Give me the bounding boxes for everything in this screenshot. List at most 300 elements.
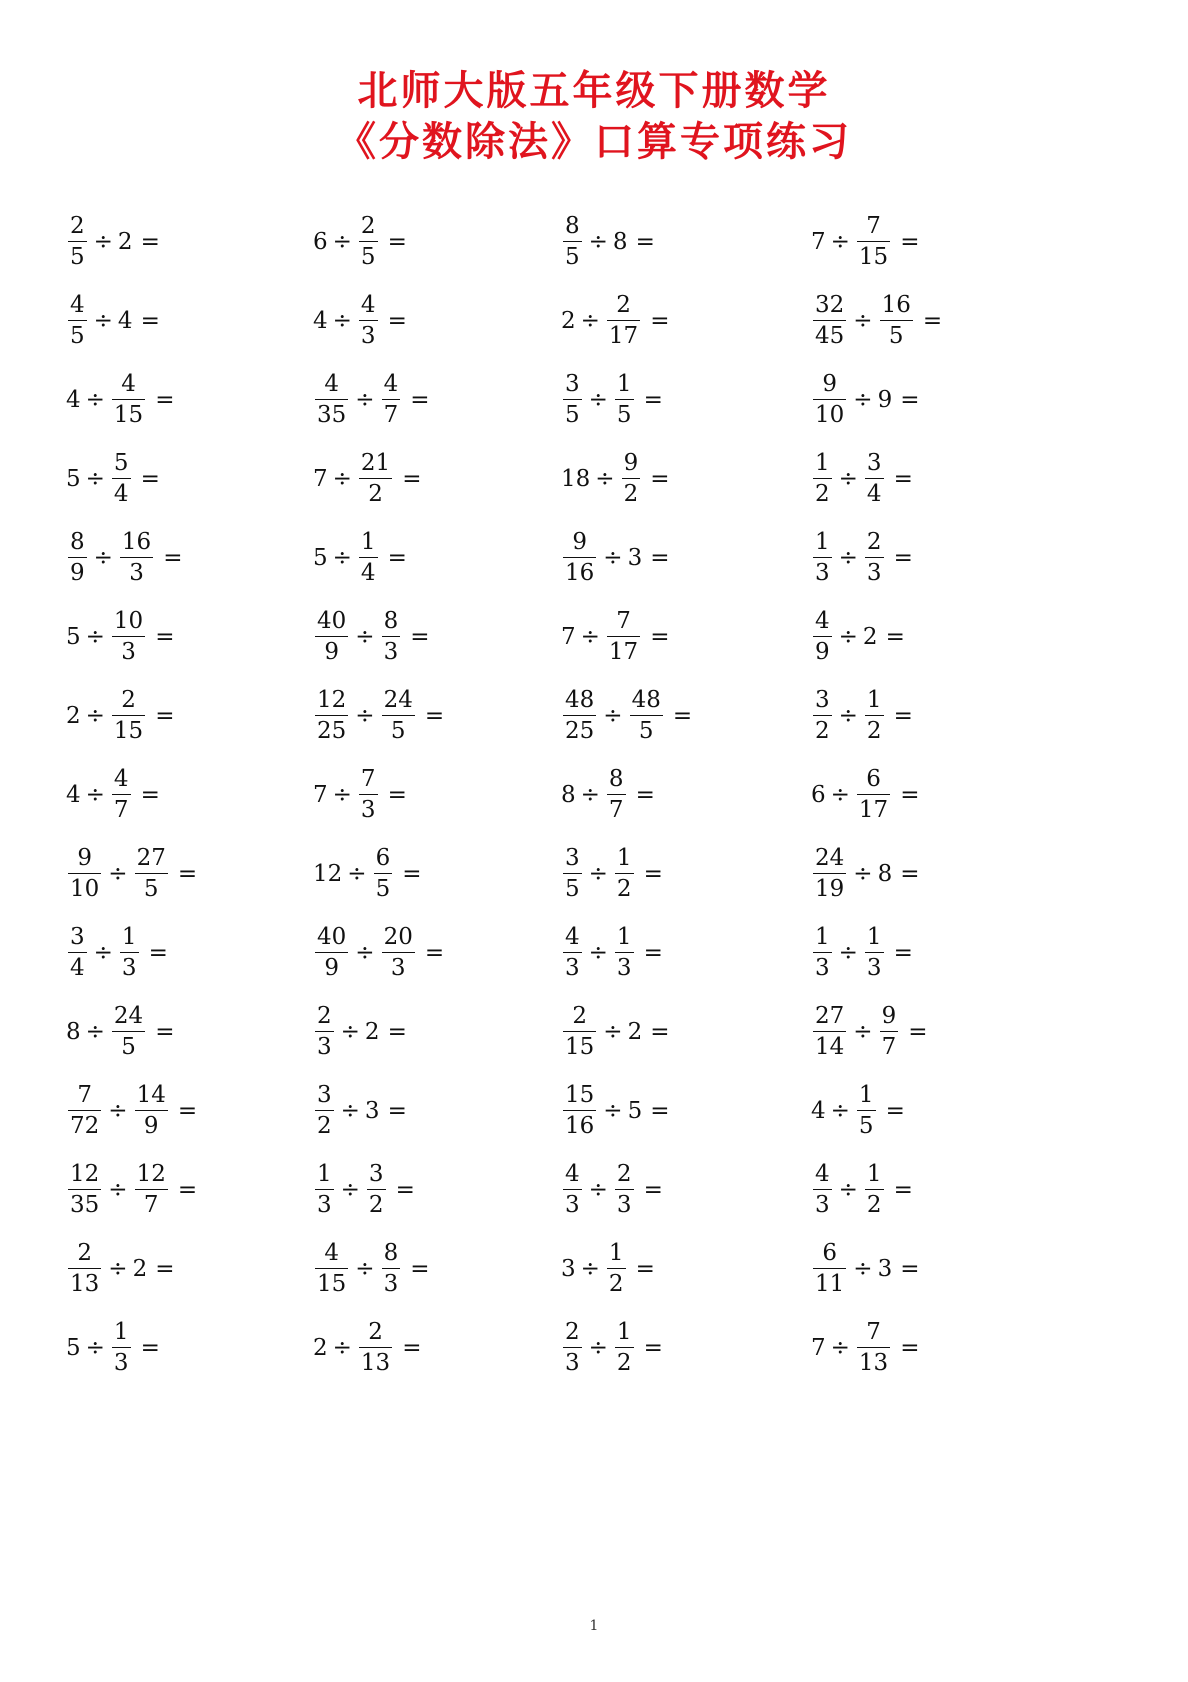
equals-sign: = [650, 1098, 670, 1124]
numerator: 2 [368, 1319, 383, 1345]
dividend-fraction [68, 294, 87, 348]
divisor-fraction [112, 1005, 145, 1059]
denominator: 3 [360, 323, 376, 349]
dividend-fraction [813, 926, 832, 980]
equals-sign: = [643, 861, 663, 887]
denominator: 3 [616, 1192, 632, 1218]
denominator: 3 [565, 955, 580, 981]
page-title-line-2: 《分数除法》口算专项练习 [336, 118, 852, 165]
denominator: 2 [616, 876, 632, 902]
divide-sign: ÷ [838, 703, 858, 729]
equals-sign: = [163, 545, 183, 571]
numerator: 1 [815, 450, 830, 476]
denominator: 10 [70, 876, 100, 902]
numerator: 32 [815, 292, 845, 318]
exercise-item [313, 200, 407, 284]
exercise-item [313, 516, 407, 600]
divide-sign: ÷ [838, 940, 858, 966]
divisor-fraction [857, 768, 890, 822]
equals-sign: = [148, 940, 168, 966]
denominator: 4 [360, 560, 376, 586]
equals-sign: = [410, 1256, 430, 1282]
equals-sign: = [893, 545, 913, 571]
dividend-fraction [563, 1163, 582, 1217]
divisor-fraction [615, 847, 634, 901]
dividend-fraction [315, 610, 348, 664]
exercise-item [561, 1227, 655, 1311]
denominator: 5 [70, 244, 85, 270]
divisor-fraction [359, 1321, 392, 1375]
denominator: 7 [143, 1192, 159, 1218]
divisor-fraction [607, 610, 640, 664]
denominator: 5 [565, 244, 580, 270]
equals-sign: = [900, 229, 920, 255]
dividend-fraction [563, 847, 582, 901]
numerator: 4 [565, 1161, 580, 1187]
denominator: 4 [70, 955, 85, 981]
dividend-fraction [563, 1321, 582, 1375]
numerator: 7 [616, 608, 631, 634]
divisor-integer: 2 [627, 1019, 643, 1045]
dividend-integer: 7 [811, 1335, 826, 1361]
numerator: 27 [136, 845, 166, 871]
denominator: 35 [70, 1192, 100, 1218]
divide-sign: ÷ [588, 861, 608, 887]
denominator: 17 [608, 323, 639, 349]
dividend-fraction [813, 610, 832, 664]
exercise-item [811, 200, 919, 284]
denominator: 2 [368, 481, 383, 507]
exercise-item [561, 911, 663, 995]
numerator: 1 [608, 1240, 624, 1266]
dividend-fraction [68, 215, 87, 269]
dividend-fraction [68, 1084, 101, 1138]
exercise-item [313, 753, 407, 837]
equals-sign: = [893, 703, 913, 729]
exercise-item [313, 1148, 415, 1232]
dividend-fraction [68, 926, 87, 980]
divisor-fraction [880, 1005, 899, 1059]
equals-sign: = [177, 1177, 198, 1203]
numerator: 7 [77, 1082, 92, 1108]
exercise-item [313, 595, 429, 679]
exercise-item [313, 1306, 421, 1390]
dividend-fraction [813, 847, 846, 901]
denominator: 35 [317, 402, 347, 428]
dividend-integer: 6 [313, 229, 328, 255]
exercise-item [66, 990, 174, 1074]
exercise-item [811, 1306, 919, 1390]
equals-sign: = [402, 1335, 422, 1361]
divisor-integer: 3 [877, 1256, 893, 1282]
numerator: 21 [360, 450, 391, 476]
divide-sign: ÷ [838, 624, 858, 650]
dividend-fraction [813, 1242, 846, 1296]
numerator: 3 [565, 845, 580, 871]
divide-sign: ÷ [355, 703, 375, 729]
divisor-fraction [607, 1242, 626, 1296]
divide-sign: ÷ [340, 1019, 360, 1045]
exercise-item [561, 1148, 663, 1232]
numerator: 16 [121, 529, 152, 555]
equals-sign: = [402, 466, 422, 492]
denominator: 7 [881, 1034, 897, 1060]
numerator: 6 [375, 845, 391, 871]
numerator: 1 [616, 924, 632, 950]
denominator: 2 [608, 1271, 624, 1297]
numerator: 6 [866, 766, 881, 792]
numerator: 1 [121, 924, 137, 950]
denominator: 2 [368, 1192, 384, 1218]
denominator: 2 [815, 481, 830, 507]
numerator: 1 [815, 529, 830, 555]
divisor-integer: 8 [612, 229, 628, 255]
denominator: 7 [608, 797, 624, 823]
numerator: 40 [317, 608, 347, 634]
numerator: 24 [383, 687, 413, 713]
dividend-fraction [563, 689, 596, 743]
exercise-item [811, 753, 919, 837]
numerator: 9 [881, 1003, 897, 1029]
divide-sign: ÷ [838, 545, 858, 571]
dividend-integer: 12 [313, 861, 343, 887]
divide-sign: ÷ [580, 782, 600, 808]
divisor-fraction [865, 452, 884, 506]
denominator: 11 [815, 1271, 845, 1297]
divide-sign: ÷ [93, 940, 113, 966]
divisor-fraction [382, 1242, 401, 1296]
equals-sign: = [387, 1098, 407, 1124]
numerator: 27 [815, 1003, 845, 1029]
exercise-item [313, 911, 444, 995]
equals-sign: = [885, 624, 905, 650]
exercise-item [811, 1227, 919, 1311]
divisor-integer: 8 [877, 861, 893, 887]
numerator: 3 [815, 687, 830, 713]
divisor-fraction [112, 610, 145, 664]
numerator: 2 [360, 213, 376, 239]
denominator: 3 [866, 560, 882, 586]
exercise-item [811, 1148, 913, 1232]
equals-sign: = [177, 1098, 198, 1124]
numerator: 3 [565, 371, 580, 397]
numerator: 4 [70, 292, 85, 318]
divide-sign: ÷ [85, 466, 105, 492]
denominator: 3 [616, 955, 632, 981]
numerator: 2 [866, 529, 882, 555]
numerator: 7 [866, 213, 881, 239]
dividend-fraction [563, 1005, 596, 1059]
equals-sign: = [155, 1019, 175, 1045]
numerator: 9 [822, 371, 837, 397]
denominator: 5 [143, 876, 159, 902]
divisor-fraction [374, 847, 393, 901]
exercise-item [811, 516, 913, 600]
page-number: 1 [589, 1618, 599, 1634]
denominator: 15 [113, 718, 144, 744]
numerator: 7 [360, 766, 376, 792]
dividend-integer: 6 [811, 782, 826, 808]
divisor-fraction [880, 294, 913, 348]
equals-sign: = [908, 1019, 928, 1045]
exercise-item [561, 437, 669, 521]
dividend-integer: 5 [66, 624, 81, 650]
divisor-fraction [367, 1163, 386, 1217]
denominator: 2 [616, 1350, 632, 1376]
dividend-fraction [315, 1163, 334, 1217]
denominator: 7 [113, 797, 129, 823]
numerator: 1 [866, 687, 882, 713]
equals-sign: = [635, 782, 655, 808]
divisor-fraction [865, 689, 884, 743]
divide-sign: ÷ [853, 1256, 873, 1282]
divide-sign: ÷ [355, 624, 375, 650]
numerator: 3 [368, 1161, 384, 1187]
dividend-integer: 7 [561, 624, 576, 650]
equals-sign: = [643, 1177, 663, 1203]
divide-sign: ÷ [85, 1019, 105, 1045]
exercise-item [811, 358, 919, 442]
equals-sign: = [410, 624, 430, 650]
dividend-integer: 2 [561, 308, 576, 334]
exercise-item [561, 990, 669, 1074]
numerator: 3 [70, 924, 85, 950]
denominator: 3 [383, 639, 399, 665]
divisor-fraction [359, 294, 378, 348]
divide-sign: ÷ [332, 782, 352, 808]
dividend-fraction [315, 1005, 334, 1059]
divisor-fraction [359, 531, 378, 585]
numerator: 24 [815, 845, 845, 871]
divide-sign: ÷ [838, 1177, 858, 1203]
divisor-fraction [615, 1163, 634, 1217]
numerator: 4 [360, 292, 376, 318]
dividend-integer: 4 [811, 1098, 826, 1124]
equals-sign: = [650, 466, 670, 492]
divide-sign: ÷ [580, 308, 600, 334]
exercise-item [66, 1306, 160, 1390]
divide-sign: ÷ [85, 703, 105, 729]
denominator: 15 [113, 402, 144, 428]
equals-sign: = [177, 861, 198, 887]
equals-sign: = [900, 387, 920, 413]
dividend-integer: 8 [561, 782, 576, 808]
divide-sign: ÷ [332, 229, 352, 255]
denominator: 17 [858, 797, 889, 823]
denominator: 4 [113, 481, 129, 507]
divide-sign: ÷ [85, 1335, 105, 1361]
numerator: 9 [572, 529, 587, 555]
dividend-integer: 8 [66, 1019, 81, 1045]
denominator: 3 [815, 1192, 830, 1218]
equals-sign: = [900, 1335, 920, 1361]
divisor-integer: 3 [364, 1098, 380, 1124]
divide-sign: ÷ [332, 1335, 352, 1361]
numerator: 8 [383, 1240, 399, 1266]
divide-sign: ÷ [340, 1177, 360, 1203]
equals-sign: = [140, 782, 160, 808]
exercise-item [811, 911, 913, 995]
numerator: 1 [360, 529, 376, 555]
dividend-integer: 5 [313, 545, 328, 571]
numerator: 9 [623, 450, 639, 476]
divisor-fraction [112, 689, 145, 743]
divide-sign: ÷ [588, 940, 608, 966]
denominator: 13 [70, 1271, 100, 1297]
divisor-fraction [615, 926, 634, 980]
exercise-item [313, 1069, 407, 1153]
divisor-fraction [865, 926, 884, 980]
divide-sign: ÷ [355, 940, 375, 966]
dividend-fraction [315, 1242, 348, 1296]
numerator: 2 [121, 687, 136, 713]
numerator: 4 [113, 766, 129, 792]
denominator: 2 [317, 1113, 332, 1139]
divisor-integer: 2 [862, 624, 878, 650]
equals-sign: = [643, 940, 663, 966]
exercise-item [561, 1306, 663, 1390]
denominator: 16 [565, 560, 595, 586]
numerator: 1 [317, 1161, 332, 1187]
divide-sign: ÷ [355, 387, 375, 413]
divisor-fraction [359, 215, 378, 269]
dividend-integer: 4 [313, 308, 328, 334]
exercise-item [66, 1148, 197, 1232]
exercise-item [561, 358, 663, 442]
divide-sign: ÷ [588, 229, 608, 255]
divisor-fraction [615, 373, 634, 427]
divide-sign: ÷ [85, 387, 105, 413]
divide-sign: ÷ [85, 624, 105, 650]
denominator: 5 [360, 244, 376, 270]
divisor-integer: 4 [117, 308, 133, 334]
equals-sign: = [140, 308, 160, 334]
divisor-fraction [112, 768, 131, 822]
dividend-integer: 3 [561, 1256, 576, 1282]
denominator: 3 [113, 1350, 129, 1376]
denominator: 3 [121, 955, 137, 981]
divide-sign: ÷ [332, 545, 352, 571]
equals-sign: = [410, 387, 430, 413]
numerator: 24 [113, 1003, 144, 1029]
denominator: 3 [866, 955, 882, 981]
divide-sign: ÷ [93, 545, 113, 571]
equals-sign: = [885, 1098, 905, 1124]
numerator: 15 [565, 1082, 595, 1108]
equals-sign: = [387, 229, 407, 255]
denominator: 10 [815, 402, 845, 428]
exercise-item [66, 279, 160, 363]
dividend-integer: 4 [66, 782, 81, 808]
divisor-fraction [112, 373, 145, 427]
divide-sign: ÷ [588, 387, 608, 413]
numerator: 1 [616, 371, 632, 397]
dividend-integer: 2 [66, 703, 81, 729]
divisor-fraction [865, 531, 884, 585]
numerator: 2 [616, 292, 631, 318]
divide-sign: ÷ [853, 861, 873, 887]
exercise-item [66, 1069, 197, 1153]
numerator: 48 [565, 687, 595, 713]
divisor-fraction [857, 1084, 876, 1138]
numerator: 8 [608, 766, 624, 792]
equals-sign: = [893, 1177, 913, 1203]
denominator: 15 [858, 244, 889, 270]
exercise-item [811, 990, 927, 1074]
denominator: 17 [608, 639, 639, 665]
numerator: 14 [136, 1082, 166, 1108]
divide-sign: ÷ [108, 1256, 128, 1282]
equals-sign: = [387, 308, 407, 334]
numerator: 4 [565, 924, 580, 950]
divisor-fraction [382, 373, 401, 427]
divide-sign: ÷ [830, 1098, 850, 1124]
divisor-fraction [112, 452, 131, 506]
divisor-fraction [857, 215, 890, 269]
numerator: 8 [383, 608, 399, 634]
divide-sign: ÷ [853, 387, 873, 413]
denominator: 3 [317, 1034, 332, 1060]
numerator: 1 [815, 924, 830, 950]
exercise-item [66, 595, 174, 679]
dividend-integer: 7 [313, 466, 328, 492]
numerator: 2 [565, 1319, 580, 1345]
dividend-fraction [813, 294, 846, 348]
dividend-fraction [315, 926, 348, 980]
equals-sign: = [650, 624, 670, 650]
denominator: 3 [390, 955, 406, 981]
equals-sign: = [424, 703, 445, 729]
divisor-fraction [382, 689, 415, 743]
exercise-item [811, 674, 913, 758]
numerator: 1 [616, 1319, 632, 1345]
numerator: 5 [113, 450, 129, 476]
exercise-item [66, 832, 197, 916]
numerator: 1 [866, 1161, 882, 1187]
exercise-item [561, 674, 692, 758]
equals-sign: = [643, 387, 663, 413]
divide-sign: ÷ [603, 545, 623, 571]
numerator: 2 [572, 1003, 587, 1029]
equals-sign: = [900, 861, 920, 887]
divisor-fraction [120, 926, 139, 980]
exercise-item [313, 279, 407, 363]
divisor-fraction [359, 768, 378, 822]
denominator: 2 [866, 1192, 882, 1218]
denominator: 25 [317, 718, 347, 744]
exercise-item [66, 674, 174, 758]
divisor-fraction [630, 689, 663, 743]
exercise-item [66, 358, 174, 442]
denominator: 3 [383, 1271, 399, 1297]
divide-sign: ÷ [580, 624, 600, 650]
dividend-integer: 7 [811, 229, 826, 255]
divisor-integer: 9 [877, 387, 893, 413]
equals-sign: = [387, 782, 407, 808]
dividend-fraction [563, 1084, 596, 1138]
numerator: 3 [866, 450, 882, 476]
dividend-fraction [68, 1163, 101, 1217]
denominator: 4 [866, 481, 882, 507]
exercise-item [313, 1227, 429, 1311]
exercise-item [313, 437, 421, 521]
exercise-item [66, 753, 160, 837]
numerator: 4 [383, 371, 399, 397]
denominator: 45 [815, 323, 845, 349]
denominator: 5 [616, 402, 632, 428]
numerator: 7 [866, 1319, 881, 1345]
equals-sign: = [140, 229, 160, 255]
